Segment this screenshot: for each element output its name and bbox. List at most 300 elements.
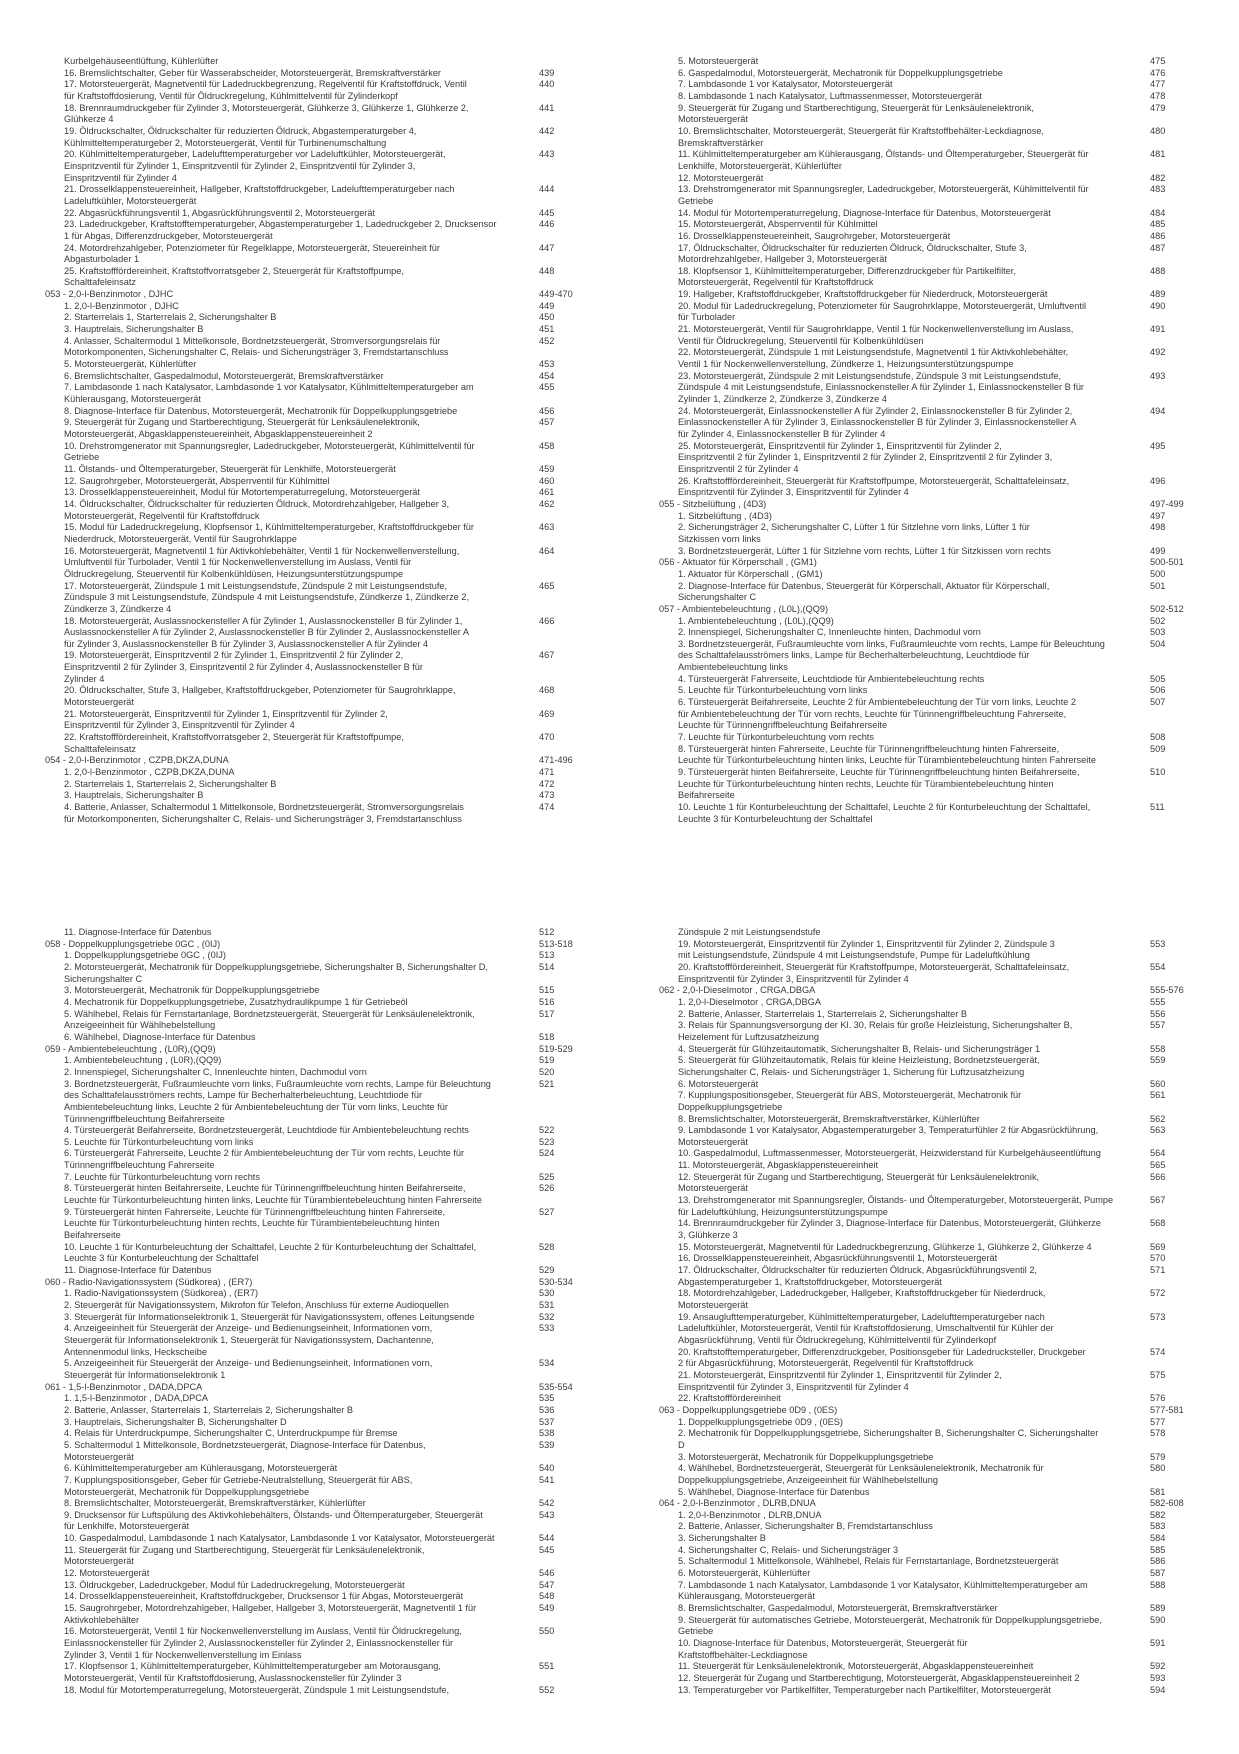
page-number: 535 (539, 1393, 555, 1404)
entry-text: 14. Modul für Motortemperaturregelung, Diagnose-Interface für Datenbus, Motorsteuergerät (678, 207, 1051, 218)
entry-text: Beifahrerseite (64, 1230, 121, 1241)
index-line (659, 674, 1215, 686)
index-line (659, 429, 1215, 441)
entry-text: Einspritzventil für Zylinder 3, Einspritzventil für Zylinder 4 (678, 973, 909, 984)
entry-text: 7. Lambdasonde 1 nach Katalysator, Lambdasonde 1 vor Katalysator, Kühlmitteltemperaturgeber am (678, 1579, 1088, 1590)
entry-text: Einlassnockensteller für Zylinder 2, Auslassnockensteller für Zylinder 2, Einlassnockensteller für (64, 1638, 454, 1649)
entry-text: 053 - 2,0-l-Benzinmotor , DJHC (45, 289, 174, 300)
entry-text: Sicherungshalter C (678, 592, 757, 603)
page-number: 519-529 (539, 1043, 573, 1054)
page-number: 487 (1150, 242, 1166, 253)
index-line (45, 91, 601, 103)
page-number: 552 (539, 1684, 555, 1695)
section-entry (659, 604, 1215, 616)
page-number: 572 (1150, 1288, 1166, 1299)
entry-text: 063 - Doppelkupplungsgetriebe 0D9 , (0ES) (659, 1404, 838, 1415)
page-number: 509 (1150, 743, 1166, 754)
entry-text: 11. Motorsteuergerät, Abgasklappensteuereinheit (678, 1160, 879, 1171)
index-line (45, 674, 601, 686)
index-line (659, 161, 1215, 173)
section-entry (45, 1044, 601, 1056)
index-line (45, 1195, 601, 1207)
index-line (659, 685, 1215, 697)
page-number: 523 (539, 1136, 555, 1147)
index-line (659, 1440, 1215, 1452)
page-number: 582 (1150, 1509, 1166, 1520)
entry-text: 9. Steuergerät für Zugang und Startberechtigung, Steuergerät für Lenksäulenelektronik, (678, 102, 1034, 113)
entry-text: 5. Schaltermodul 1 Mittelkonsole, Wählhebel, Relais für Fernstartanlage, Bordnetzsteuergerät (678, 1556, 1059, 1567)
page-number: 460 (539, 475, 555, 486)
index-line (45, 767, 601, 779)
index-line (659, 1638, 1215, 1650)
entry-text: 13. Drehstromgenerator mit Spannungsregler, Ladedruckgeber, Motorsteuergerät, Kühlmittelventil für (678, 184, 1089, 195)
page-number: 439 (539, 67, 555, 78)
index-line (659, 1661, 1215, 1673)
page-number: 537 (539, 1416, 555, 1427)
index-line (659, 266, 1215, 278)
index-line (45, 1020, 601, 1032)
entry-text: 2. Sicherungsträger 2, Sicherungshalter C, Lüfter 1 für Sitzlehne vorn links, Lüfter 1 für (678, 522, 1030, 533)
entry-text: mit Leistungsendstufe, Zündspule 4 mit Leistungsendstufe, Pumpe für Ladeluftkühlung (678, 950, 1030, 961)
page-number: 505 (1150, 673, 1166, 684)
entry-text: Steuergerät für Informationselektronik 1 (64, 1369, 226, 1380)
entry-text: Kraftstoffbehälter-Leckdiagnose (678, 1649, 808, 1660)
index-line (659, 709, 1215, 721)
index-line (659, 1020, 1215, 1032)
page-number: 514 (539, 961, 555, 972)
index-line (659, 1615, 1215, 1627)
index-line (659, 79, 1215, 91)
index-line (659, 149, 1215, 161)
index-line (45, 312, 601, 324)
index-line (659, 1323, 1215, 1335)
index-line (659, 962, 1215, 974)
index-line (659, 312, 1215, 324)
entry-text: Motordrehzahlgeber, Hallgeber 3, Motorsteuergerät (678, 254, 887, 265)
page-number: 470 (539, 732, 555, 743)
index-line (45, 429, 601, 441)
index-line (659, 581, 1215, 593)
page-number: 456 (539, 405, 555, 416)
entry-text: 11. Ölstands- und Öltemperaturgeber, Steuergerät für Lenkhilfe, Motorsteuergerät (64, 463, 396, 474)
entry-text: 8. Lambdasonde 1 nach Katalysator, Luftmassenmesser, Motorsteuergerät (678, 90, 982, 101)
page-number: 534 (539, 1358, 555, 1369)
index-line (45, 1125, 601, 1137)
entry-text: 062 - 2,0-l-Dieselmotor , CRGA,DBGA (659, 985, 816, 996)
index-line (45, 1685, 601, 1697)
index-line (659, 720, 1215, 732)
index-line (45, 1580, 601, 1592)
page-number: 502-512 (1150, 603, 1184, 614)
entry-text: 3, Glühkerze 3 (678, 1230, 738, 1241)
index-line (659, 173, 1215, 185)
page-number: 464 (539, 545, 555, 556)
entry-text: Motorsteuergerät, Mechatronik für Doppelkupplungsgetriebe (64, 1486, 310, 1497)
index-line (45, 68, 601, 80)
index-line (659, 546, 1215, 558)
entry-text: Motorsteuergerät (678, 1136, 748, 1147)
page-number: 570 (1150, 1253, 1166, 1264)
index-line (45, 1603, 601, 1615)
entry-text: 6. Türsteuergerät Beifahrerseite, Leuchte 2 für Ambientebeleuchtung der Tür vorn links, Leuchte 2 (678, 697, 1077, 708)
entry-text: für Lenkhilfe, Motorsteuergerät (64, 1521, 190, 1532)
entry-text: 11. Steuergerät für Lenksäulenelektronik, Motorsteuergerät, Abgasklappensteuereinheit (678, 1661, 1034, 1672)
index-line (659, 1300, 1215, 1312)
page-number: 576 (1150, 1393, 1166, 1404)
index-line (659, 394, 1215, 406)
page-number: 497 (1150, 510, 1166, 521)
index-line (45, 173, 601, 185)
index-line (45, 476, 601, 488)
page-number: 449-470 (539, 289, 573, 300)
entry-text: 24. Motorsteuergerät, Einlassnockensteller A für Zylinder 2, Einlassnockensteller B für Zylinder 2, (678, 405, 1073, 416)
index-line (45, 208, 601, 220)
index-line (45, 1009, 601, 1021)
entry-text: 3. Bordnetzsteuergerät, Fußraumleuchte vorn links, Fußraumleuchte vorn rechts, Lampe für Beleuchtung (64, 1078, 491, 1089)
entry-text: Beifahrerseite (678, 790, 735, 801)
entry-text: 13. Drosselklappensteuereinheit, Modul für Motortemperaturregelung, Motorsteuergerät (64, 487, 420, 498)
page-number: 561 (1150, 1090, 1166, 1101)
entry-text: 21. Motorsteuergerät, Ventil für Saugrohrklappe, Ventil 1 für Nockenwellenverstellung im Auslass, (678, 324, 1074, 335)
index-line (659, 1032, 1215, 1044)
entry-text: 3. Sicherungshalter B (678, 1533, 766, 1544)
index-line (659, 289, 1215, 301)
index-line (45, 1288, 601, 1300)
index-line (659, 790, 1215, 802)
page-number: 531 (539, 1300, 555, 1310)
page-number: 564 (1150, 1148, 1166, 1159)
index-line (45, 732, 601, 744)
index-line (659, 1335, 1215, 1347)
entry-text: Schalttafeleinsatz (64, 277, 137, 288)
index-line (45, 301, 601, 313)
entry-text: Leuchte für Türkonturbeleuchtung hinten links, Leuchte für Türambientebeleuchtung hinten Fahrerseite (678, 755, 1096, 766)
index-line (659, 744, 1215, 756)
index-line (45, 231, 601, 243)
index-line (659, 1265, 1215, 1277)
entry-text: Zylinder 3, Ventil 1 für Nockenwellenverstellung im Einlass (64, 1649, 302, 1660)
entry-text: 11. Steuergerät für Zugang und Startberechtigung, Steuergerät für Lenksäulenelektronik, (64, 1544, 425, 1555)
index-line (659, 1417, 1215, 1429)
page-number: 546 (539, 1568, 555, 1579)
entry-text: Heizelement für Luftzusatzheizung (678, 1031, 819, 1042)
index-line (659, 1090, 1215, 1102)
index-line (659, 219, 1215, 231)
index-line (45, 266, 601, 278)
entry-text: Auslassnockensteller A für Zylinder 2, Auslassnockensteller B für Zylinder 2, Auslassnockensteller A (64, 627, 469, 638)
entry-text: 10. Gaspedalmodul, Lambdasonde 1 nach Katalysator, Lambdasonde 1 vor Katalysator, Motorsteuergerät (64, 1533, 495, 1544)
index-line (659, 464, 1215, 476)
page-number: 477 (1150, 79, 1166, 90)
entry-text: 055 - Sitzbelüftung , (4D3) (659, 498, 767, 509)
entry-text: 13. Temperaturgeber vor Partikelfilter, Temperaturgeber nach Partikelfilter, Motorsteuergerät (678, 1684, 1051, 1695)
entry-text: 9. Steuergerät für automatisches Getriebe, Motorsteuergerät, Mechatronik für Doppelkupplungsgetriebe, (678, 1614, 1102, 1625)
entry-text: 1. 2,0-l-Benzinmotor , DJHC (64, 300, 179, 311)
page-number: 516 (539, 996, 555, 1007)
entry-text: Abgastemperaturgeber 1, Kraftstoffdruckgeber, Motorsteuergerät (678, 1276, 942, 1287)
entry-text: 2. Diagnose-Interface für Datenbus, Steuergerät für Körperschall, Aktuator für Körperschall, (678, 580, 1050, 591)
entry-text: für Kraftstoffdosierung, Ventil für Öldruckregelung, Kühlmittelventil für Zylinderkopf (64, 90, 398, 101)
entry-text: für Zylinder 4, Einlassnockensteller B für Zylinder 4 (678, 429, 886, 439)
entry-text: 14. Öldruckschalter, Öldruckschalter für reduzierten Öldruck, Motordrehzahlgeber, Hallgeber 3, (64, 498, 450, 509)
entry-text: Abgasrückführung, Ventil für Öldruckregelung, Kühlmittelventil für Zylinderkopf (678, 1334, 997, 1345)
index-line (45, 1673, 601, 1685)
page-number: 532 (539, 1311, 555, 1322)
index-line (45, 1487, 601, 1499)
page-number: 559 (1150, 1055, 1166, 1066)
entry-text: 1. 1,5-l-Benzinmotor , DADA,DPCA (64, 1393, 208, 1404)
index-line (45, 219, 601, 231)
entry-text: 19. Motorsteuergerät, Einspritzventil 2 für Zylinder 1, Einspritzventil 2 für Zylinder 2, (64, 650, 404, 661)
entry-text: für Ladeluftkühlung, Heizungsunterstützungspumpe (678, 1206, 888, 1217)
entry-text: 18. Motordrehzahlgeber, Ladedruckgeber, Hallgeber, Kraftstoffdruckgeber für Niederdruck, (678, 1288, 1046, 1299)
page-number: 512 (539, 927, 555, 937)
page-number: 526 (539, 1183, 555, 1194)
page-number: 571 (1150, 1265, 1166, 1276)
index-line (659, 1591, 1215, 1603)
entry-text: 9. Türsteuergerät hinten Beifahrerseite, Leuchte für Türinnengriffbeleuchtung hinten Beifahrerseite, (678, 767, 1080, 778)
entry-text: für Turbolader (678, 312, 736, 323)
page-number: 443 (539, 149, 555, 160)
entry-text: 2. Starterrelais 1, Starterrelais 2, Sicherungshalter B (64, 312, 277, 323)
index-line (659, 336, 1215, 348)
page-number: 578 (1150, 1428, 1166, 1439)
entry-text: Doppelkupplungsgetriebe, Anzeigeeinheit für Wählhebelstellung (678, 1474, 938, 1485)
page-number: 486 (1150, 230, 1166, 241)
index-line (45, 1253, 601, 1265)
entry-text: 054 - 2,0-l-Benzinmotor , CZPB,DKZA,DUNA (45, 755, 229, 766)
index-line (45, 997, 601, 1009)
page-number: 465 (539, 580, 555, 591)
entry-text: Ventil für Öldruckregelung, Steuerventil für Kolbenkühldüsen (678, 335, 924, 346)
entry-text: Motorsteuergerät, Abgasklappensteuereinheit, Abgasklappensteuereinheit 2 (64, 429, 373, 439)
entry-text: 5. Leuchte für Türkonturbeleuchtung vorn links (678, 685, 868, 696)
page-number: 459 (539, 463, 555, 474)
page-number: 508 (1150, 732, 1166, 743)
entry-text: Kühlmitteltemperaturgeber 2, Motorsteuergerät, Ventil für Turbinenumschaltung (64, 137, 387, 148)
entry-text: 18. Modul für Motortemperaturregelung, Motorsteuergerät, Zündspule 1 mit Leistungsendstufe, (64, 1684, 450, 1695)
page-number: 574 (1150, 1346, 1166, 1357)
index-line (45, 522, 601, 534)
entry-text: 1. Doppelkupplungsgetriebe 0D9 , (0ES) (678, 1416, 843, 1427)
entry-text: Ambientebeleuchtung links (678, 662, 788, 673)
entry-text: 2. Starterrelais 1, Starterrelais 2, Sicherungshalter B (64, 778, 277, 789)
page-number: 575 (1150, 1369, 1166, 1380)
index-line (659, 231, 1215, 243)
entry-text: 26. Kraftstofffördereinheit, Steuergerät für Kraftstoffpumpe, Motorsteuergerät, Schalttafeleinsatz, (678, 475, 1070, 486)
entry-text: Bremskraftverstärker (678, 137, 764, 148)
entry-text: Motorsteuergerät (678, 1300, 748, 1310)
index-line (45, 685, 601, 697)
index-line (45, 1358, 601, 1370)
entry-text: 13. Drehstromgenerator mit Spannungsregler, Ölstands- und Öltemperaturgeber, Motorsteuergerät, Pumpe (678, 1195, 1114, 1206)
page-number: 446 (539, 219, 555, 230)
entry-text: 7. Lambdasonde 1 nach Katalysator, Lambdasonde 1 vor Katalysator, Kühlmitteltemperaturgeber am (64, 382, 474, 393)
index-line (45, 1650, 601, 1662)
entry-text: 2. Innenspiegel, Sicherungshalter C, Innenleuchte hinten, Dachmodul vorn (64, 1066, 367, 1077)
index-line (45, 1102, 601, 1114)
entry-text: Einspritzventil für Zylinder 1, Einspritzventil für Zylinder 2, Einspritzventil für Zylinder 3, (64, 160, 416, 171)
index-line (45, 1452, 601, 1464)
index-line (45, 79, 601, 91)
index-line (659, 1510, 1215, 1522)
page-number: 452 (539, 335, 555, 346)
index-line (45, 382, 601, 394)
entry-text: 3. Steuergerät für Informationselektronik 1, Steuergerät für Navigationssystem, offenes Leitungsende (64, 1311, 475, 1322)
entry-text: Motorkomponenten, Sicherungshalter C, Relais- und Sicherungsträger 3, Fremdstartanschluss (64, 347, 449, 358)
index-line (45, 950, 601, 962)
index-line (45, 1440, 601, 1452)
page-number: 513-518 (539, 938, 573, 949)
entry-text: Motorsteuergerät, Ventil für Kraftstoffdosierung, Auslassnockensteller für Zylinder 3 (64, 1673, 402, 1683)
index-line (659, 243, 1215, 255)
index-line (659, 534, 1215, 546)
index-line (659, 114, 1215, 126)
index-line (45, 347, 601, 359)
index-line (45, 616, 601, 628)
page-number: 554 (1150, 961, 1166, 972)
entry-text: 1. Ambientebeleuchtung , (L0L),(QQ9) (678, 615, 834, 626)
entry-text: 12. Motorsteuergerät (678, 172, 764, 183)
index-line (45, 1405, 601, 1417)
index-line (45, 1218, 601, 1230)
index-line (45, 1090, 601, 1102)
entry-text: 5. Motorsteuergerät, Kühlerlüfter (64, 359, 197, 370)
entry-text: Einspritzventil 2 für Zylinder 4 (678, 463, 799, 474)
index-line (45, 1347, 601, 1359)
entry-text: Leuchte für Türkonturbeleuchtung hinten links, Leuchte für Türambientebeleuchtung hinten Fahrerseite (64, 1195, 482, 1206)
index-line (45, 985, 601, 997)
index-line (45, 1265, 601, 1277)
page-number: 442 (539, 125, 555, 136)
index-line (659, 301, 1215, 313)
entry-text: Motorsteuergerät (64, 1556, 134, 1567)
entry-text: 14. Drosselklappensteuereinheit, Kraftstoffdruckgeber, Drucksensor 1 für Abgas, Motorsteuergerät (64, 1591, 464, 1602)
index-line (45, 639, 601, 651)
index-line (659, 1218, 1215, 1230)
page-number: 499 (1150, 545, 1166, 556)
index-line (45, 499, 601, 511)
index-line (659, 974, 1215, 986)
entry-text: 6. Motorsteuergerät (678, 1078, 759, 1089)
entry-text: 2. Batterie, Anlasser, Starterrelais 1, Starterrelais 2, Sicherungshalter B (678, 1008, 968, 1019)
index-line (659, 254, 1215, 266)
index-line (659, 755, 1215, 767)
entry-text: 2 für Abgasrückführung, Motorsteuergerät, Regelventil für Kraftstoffdruck (678, 1358, 974, 1369)
page-number: 468 (539, 685, 555, 696)
page-number: 541 (539, 1474, 555, 1485)
page-number: 557 (1150, 1020, 1166, 1031)
index-line (659, 1650, 1215, 1662)
entry-text: Ladeluftkühler, Motorsteuergerät, Ventil für Kraftstoffdosierung, Umschaltventil für Kühler der (678, 1323, 1054, 1334)
index-line (45, 627, 601, 639)
index-line (659, 1533, 1215, 1545)
index-line (45, 720, 601, 732)
entry-text: 19. Öldruckschalter, Öldruckschalter für reduzierten Öldruck, Abgastemperaturgeber 4, (64, 125, 417, 136)
page-number: 478 (1150, 90, 1166, 101)
page-number: 536 (539, 1404, 555, 1415)
index-line (45, 779, 601, 791)
page-number: 448 (539, 265, 555, 276)
entry-text: 4. Anzeigeeinheit für Steuergerät der Anzeige- und Bedienungseinheit, Informationen vorn, (64, 1323, 433, 1334)
page-number: 479 (1150, 102, 1166, 113)
index-line (45, 1137, 601, 1149)
index-line (659, 1580, 1215, 1592)
entry-text: 10. Gaspedalmodul, Luftmassenmesser, Motorsteuergerät, Heizwiderstand für Kurbelgehäuseentlüftung (678, 1148, 1101, 1159)
entry-text: 1. Radio-Navigationssystem (Südkorea) , (ER7) (64, 1288, 259, 1299)
entry-text: des Schalttafelausströmers rechts, Lampe für Becherhalterbeleuchtung, Leuchtdiode für (64, 1090, 423, 1101)
page-number: 590 (1150, 1614, 1166, 1625)
entry-text: für Motorkomponenten, Sicherungshalter C, Relais- und Sicherungsträger 3, Fremdstartanschluss (64, 813, 462, 824)
page-number: 565 (1150, 1160, 1166, 1171)
page-number: 476 (1150, 67, 1166, 78)
index-line (45, 1160, 601, 1172)
index-line (45, 709, 601, 721)
entry-text: 1. Ambientebeleuchtung , (L0R),(QQ9) (64, 1055, 222, 1066)
index-line (659, 1475, 1215, 1487)
index-line (45, 1475, 601, 1487)
index-line (45, 650, 601, 662)
entry-text: 8. Türsteuergerät hinten Beifahrerseite, Leuchte für Türinnengriffbeleuchtung hinten Beifahrerseite, (64, 1183, 466, 1194)
entry-text: Türinnengriffbeleuchtung Beifahrerseite (64, 1113, 225, 1124)
page-number: 528 (539, 1241, 555, 1252)
index-line (659, 1148, 1215, 1160)
entry-text: Einlassnockensteller A für Zylinder 3, Einlassnockensteller B für Zylinder 3, Einlassnockensteller A (678, 417, 1077, 428)
page-number: 496 (1150, 475, 1166, 486)
entry-text: 2. Steuergerät für Navigationssystem, Mikrofon für Telefon, Anschluss für externe Audioquellen (64, 1300, 449, 1310)
page-number: 489 (1150, 289, 1166, 300)
index-line (659, 927, 1215, 939)
index-line (659, 1370, 1215, 1382)
entry-text: 8. Türsteuergerät hinten Fahrerseite, Leuchte für Türinnengriffbeleuchtung hinten Fahrerseite, (678, 743, 1060, 754)
index-line (45, 1335, 601, 1347)
page-number: 525 (539, 1171, 555, 1182)
entry-text: Kühlerausgang, Motorsteuergerät (678, 1591, 815, 1602)
index-line (45, 1521, 601, 1533)
index-line (659, 1603, 1215, 1615)
index-line (45, 1242, 601, 1254)
index-line (45, 1300, 601, 1312)
entry-text: 3. Bordnetzsteuergerät, Fußraumleuchte vorn links, Fußraumleuchte vorn rechts, Lampe für Beleuchtung (678, 638, 1105, 649)
entry-text: 19. Motorsteuergerät, Einspritzventil für Zylinder 1, Einspritzventil für Zylinder 2, Zündspule 3 (678, 938, 1055, 949)
index-line (659, 324, 1215, 336)
index-column-bottom-left (45, 927, 601, 1696)
entry-text: Kurbelgehäuseentlüftung, Kühlerlüfter (64, 56, 219, 66)
entry-text: 18. Brennraumdruckgeber für Zylinder 3, Motorsteuergerät, Glühkerze 3, Glühkerze 1, Glühkerze 2, (64, 102, 469, 113)
page-number: 579 (1150, 1451, 1166, 1462)
entry-text: 23. Motorsteuergerät, Zündspule 2 mit Leistungsendstufe, Zündspule 3 mit Leistungsendstufe, (678, 370, 1062, 381)
section-entry (659, 985, 1215, 997)
entry-text: 20. Kühlmitteltemperaturgeber, Ladelufttemperaturgeber vor Ladeluftkühler, Motorsteuergerät, (64, 149, 446, 160)
page-number: 538 (539, 1428, 555, 1439)
index-line (45, 1428, 601, 1440)
entry-text: 24. Motordrehzahlgeber, Potenziometer für Regelklappe, Motorsteuergerät, Steuereinheit für (64, 242, 440, 253)
entry-text: 3. Relais für Spannungsversorgung der Kl. 30, Relais für große Heizleistung, Sicherungshalter B, (678, 1020, 1073, 1031)
page-number: 504 (1150, 638, 1166, 649)
entry-text: 9. Lambdasonde 1 vor Katalysator, Abgastemperaturgeber 3, Temperaturfühler 2 für Abgasrückführung, (678, 1125, 1099, 1136)
index-line (659, 1114, 1215, 1126)
entry-text: 8. Bremslichtschalter, Motorsteuergerät, Bremskraftverstärker, Kühlerlüfter (678, 1113, 980, 1124)
index-line (659, 1487, 1215, 1499)
index-line (659, 382, 1215, 394)
page-number: 543 (539, 1509, 555, 1520)
entry-text: 16. Bremslichtschalter, Geber für Wasserabscheider, Motorsteuergerät, Bremskraftverstärker (64, 67, 441, 78)
page-number: 473 (539, 790, 555, 801)
entry-text: Zündspule 3 mit Leistungsendstufe, Zündspule 4 mit Leistungsendstufe, Zündkerze 1, Zündkerze 2, (64, 592, 469, 603)
index-column-top-left (45, 56, 601, 825)
index-line (659, 476, 1215, 488)
entry-text: 4. Relais für Unterdruckpumpe, Sicherungshalter C, Unterdruckpumpe für Bremse (64, 1428, 398, 1439)
